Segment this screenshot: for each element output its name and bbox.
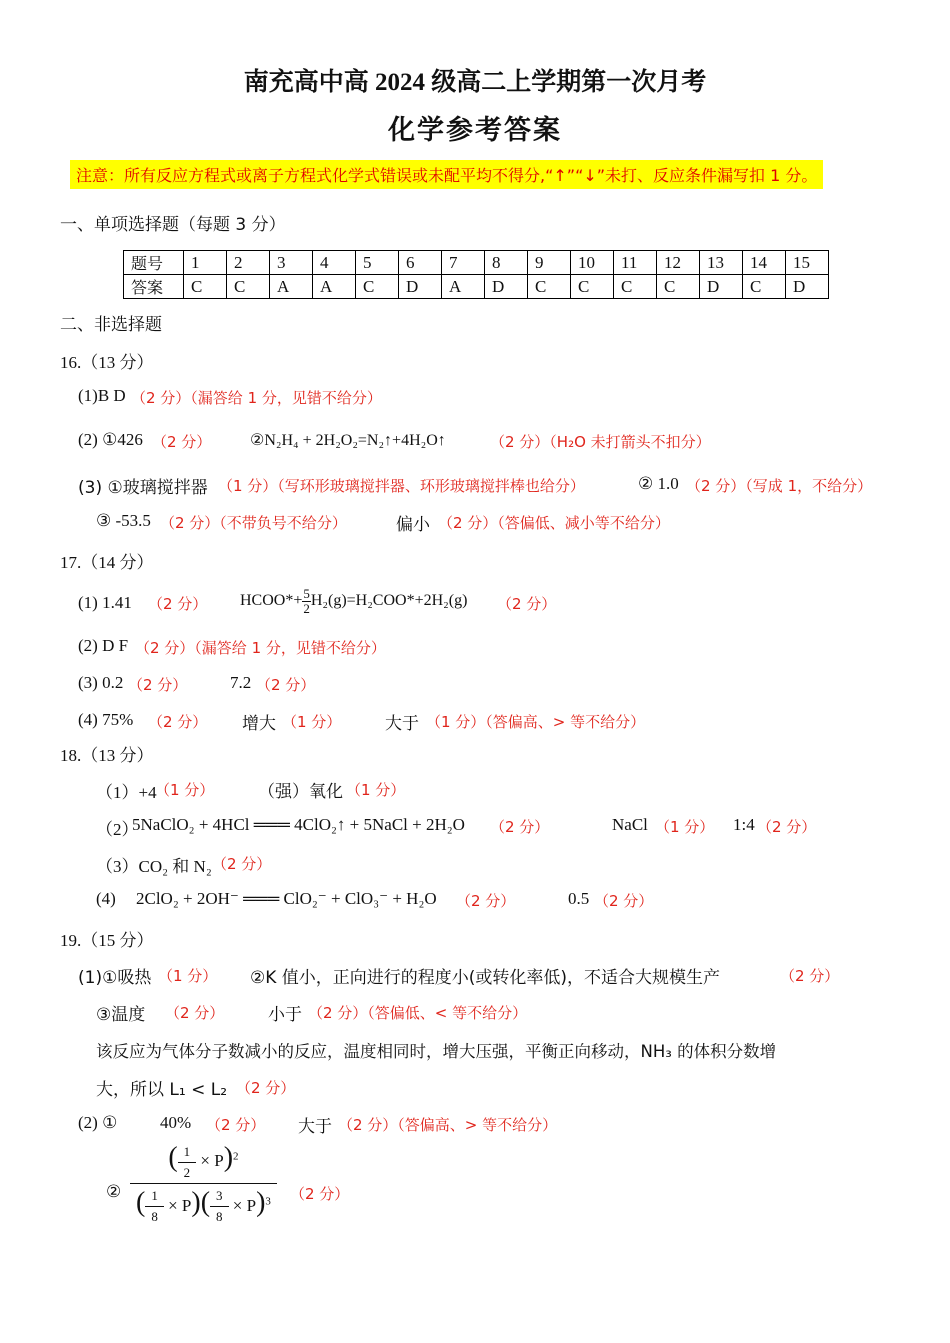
section1-heading: 一、单项选择题（每题 3 分） <box>60 215 286 235</box>
q18-p2-score: （2 分） <box>490 818 550 836</box>
q19-p2-b: 大于 <box>298 1117 332 1137</box>
answer-cell: C <box>743 275 786 299</box>
answer-cell: D <box>399 275 442 299</box>
q18-p4: (4) <box>96 889 116 908</box>
q19-p1-d: 小于 <box>268 1005 302 1025</box>
frac-num: 5 <box>303 585 310 601</box>
q18-p1-b: （强）氧化 <box>258 782 343 802</box>
q17-p4-c: 大于 <box>385 714 419 734</box>
q19-p1-c: ③温度 <box>96 1005 146 1025</box>
times-p: × P <box>168 1195 192 1215</box>
q16-p3-note4: （2 分）（答偏低、减小等不给分） <box>438 514 670 532</box>
kp-numerator: ( $\frac{1}{2}$ × P)$^2$ <box>130 1142 277 1184</box>
question-number-cell: 9 <box>528 251 571 275</box>
answer-cell: C <box>614 275 657 299</box>
answer-cell: D <box>786 275 829 299</box>
q18-p2: （2） <box>96 820 139 839</box>
frac-den: 8 <box>216 1209 223 1225</box>
q17-p2: (2) D F <box>78 636 129 655</box>
q16-p3-note3: （2 分）（不带负号不给分） <box>160 514 347 532</box>
eq-right: H₂(g)=H₂COO*+2H₂(g) <box>310 592 468 609</box>
kp-denominator: ( $\frac{1}{8}$ × P)( $\frac{3}{8}$ × P)$^3$ <box>136 1186 271 1225</box>
q16-p3-note1: （1 分）（写环形玻璃搅拌器、环形玻璃搅拌棒也给分） <box>218 477 585 495</box>
question-number-cell: 8 <box>485 251 528 275</box>
frac-num: 3 <box>210 1189 229 1207</box>
eq-left: HCOO*+ <box>240 592 303 609</box>
q17-p4-b: 增大 <box>242 714 276 734</box>
answer-cell: C <box>657 275 700 299</box>
q16-p3-b: ② 1.0 <box>638 474 679 493</box>
section2-heading: 二、非选择题 <box>60 315 162 335</box>
q16-heading: 16.（13 分） <box>60 353 154 372</box>
q19-explanation-line2: 大，所以 L₁ < L₂ <box>96 1080 228 1100</box>
q19-p2: (2) ① <box>78 1113 118 1132</box>
question-number-cell: 6 <box>399 251 442 275</box>
q18-p4-score: （2 分） <box>456 892 516 910</box>
q16-p1-note: （2 分）（漏答给 1 分，见错不给分） <box>131 389 382 407</box>
frac-den: 2 <box>183 1164 191 1180</box>
frac-num: 1 <box>145 1189 164 1207</box>
q16-p2-score: （2 分） <box>152 433 212 451</box>
question-number-cell: 11 <box>614 251 657 275</box>
question-number-cell: 15 <box>786 251 829 275</box>
notice-banner: 注意：所有反应方程式或离子方程式化学式错误或未配平均不得分,“↑”“↓”未打、反应条件漏写扣 1 分。 <box>70 160 823 189</box>
answer-cell: D <box>700 275 743 299</box>
frac-half <box>178 1145 197 1180</box>
q19-p1: (1)①吸热 <box>78 968 152 988</box>
q18-p3-score: （2 分） <box>212 855 272 873</box>
q16-p2: (2) ①426 <box>78 430 143 449</box>
page-subtitle: 化学参考答案 <box>388 115 562 145</box>
answer-cell: A <box>313 275 356 299</box>
q17-p4-note: （1 分）（答偏高、> 等不给分） <box>426 713 646 731</box>
question-number-cell: 12 <box>657 251 700 275</box>
answer-cell: A <box>442 275 485 299</box>
frac-eighth <box>145 1189 164 1224</box>
question-number-cell: 3 <box>270 251 313 275</box>
q17-p4-score2: （1 分） <box>282 713 342 731</box>
times-p: × P <box>232 1195 257 1215</box>
q17-p1-score: （2 分） <box>148 595 208 613</box>
row-label: 题号 <box>124 251 184 275</box>
table-row-numbers <box>124 251 829 275</box>
answer-table <box>123 250 829 299</box>
q16-p3: (3) ①玻璃搅拌器 <box>78 478 208 498</box>
q19-p2-score: （2 分） <box>206 1116 266 1134</box>
answer-cell: C <box>528 275 571 299</box>
answer-cell: C <box>571 275 614 299</box>
kp-fraction <box>130 1142 277 1224</box>
q19-explanation-score: （2 分） <box>236 1079 296 1097</box>
q18-p4-b: 0.5 <box>568 889 590 908</box>
q16-p1: (1)B D <box>78 386 126 405</box>
q17-p1-equation <box>240 580 467 622</box>
q19-p2-note: （2 分）（答偏高、> 等不给分） <box>338 1116 558 1134</box>
q19-p1-b: ②K 值小，正向进行的程度小(或转化率低)，不适合大规模生产 <box>250 968 721 988</box>
q16-p3-d: 偏小 <box>396 515 430 535</box>
q16-p3-note2: （2 分）（写成 1，不给分） <box>686 477 873 495</box>
q17-p3: (3) 0.2 <box>78 673 124 692</box>
answer-cell: C <box>227 275 270 299</box>
exponent: 3 <box>265 1194 271 1207</box>
q18-p4-equation: 2ClO₂ + 2OH⁻ ═══ ClO₂⁻ + ClO₃⁻ + H₂O <box>136 889 437 908</box>
kp-expression <box>130 1142 277 1224</box>
answer-cell: C <box>184 275 227 299</box>
q19-p2-score2: （2 分） <box>290 1185 350 1203</box>
q18-heading: 18.（13 分） <box>60 746 154 765</box>
question-number-cell: 7 <box>442 251 485 275</box>
q17-p3-score2: （2 分） <box>256 676 316 694</box>
q19-heading: 19.（15 分） <box>60 931 154 950</box>
q18-p1: （1）+4 <box>96 783 157 802</box>
q19-p1-score: （1 分） <box>158 967 218 985</box>
q17-p3-b: 7.2 <box>230 673 252 692</box>
answer-cell: C <box>356 275 399 299</box>
q19-p1-score2: （2 分） <box>780 967 840 985</box>
row-label: 答案 <box>124 275 184 299</box>
question-number-cell: 4 <box>313 251 356 275</box>
fraction-five-halves <box>302 587 311 616</box>
frac-num: 1 <box>178 1145 197 1163</box>
q19-p2-c-label: ② <box>106 1182 122 1201</box>
question-number-cell: 10 <box>571 251 614 275</box>
q19-explanation-line1: 该反应为气体分子数减小的反应，温度相同时，增大压强，平衡正向移动，NH₃ 的体积分数增 <box>96 1042 777 1061</box>
times-p: × P <box>200 1151 224 1170</box>
q17-p2-note: （2 分）（漏答给 1 分，见错不给分） <box>135 639 386 657</box>
answer-cell: A <box>270 275 313 299</box>
frac-den: 2 <box>303 600 310 616</box>
question-number-cell: 5 <box>356 251 399 275</box>
answer-cell: D <box>485 275 528 299</box>
q18-p2-c: 1:4 <box>733 815 755 834</box>
q16-p2-note: （2 分）（H₂O 未打箭头不扣分） <box>490 433 711 451</box>
table-row-answers <box>124 275 829 299</box>
q19-p1-score3: （2 分） <box>165 1004 225 1022</box>
q17-p1-score2: （2 分） <box>497 595 557 613</box>
exponent: 2 <box>233 1150 239 1163</box>
q16-p2-equation: ②N₂H₄ + 2H₂O₂=N₂↑+4H₂O↑ <box>250 432 446 449</box>
q18-p2-score2: （1 分） <box>655 818 715 836</box>
q18-p3: （3）CO₂ 和 N₂ <box>96 857 212 876</box>
question-number-cell: 13 <box>700 251 743 275</box>
q19-p1-note: （2 分）（答偏低、< 等不给分） <box>308 1004 528 1022</box>
frac-three-eighths <box>210 1189 229 1224</box>
question-number-cell: 2 <box>227 251 270 275</box>
q19-p2-a: 40% <box>160 1113 192 1132</box>
q17-p1: (1) 1.41 <box>78 593 132 612</box>
q17-p3-score: （2 分） <box>128 676 188 694</box>
q17-p4: (4) 75% <box>78 710 134 729</box>
page-title: 南充高中高 2024 级高二上学期第一次月考 <box>243 69 707 96</box>
q18-p2-equation: 5NaClO₂ + 4HCl ═══ 4ClO₂↑ + 5NaCl + 2H₂O <box>132 815 465 834</box>
frac-den: 8 <box>151 1209 158 1225</box>
question-number-cell: 1 <box>184 251 227 275</box>
q18-p2-score3: （2 分） <box>757 818 817 836</box>
question-number-cell: 14 <box>743 251 786 275</box>
q17-p4-score: （2 分） <box>148 713 208 731</box>
q18-p2-b: NaCl <box>612 815 648 834</box>
q16-p3-c: ③ -53.5 <box>96 511 151 530</box>
q17-heading: 17.（14 分） <box>60 553 154 572</box>
q18-p1-score2: （1 分） <box>346 781 406 799</box>
q18-p4-score2: （2 分） <box>594 892 654 910</box>
q18-p1-score: （1 分） <box>155 781 215 799</box>
